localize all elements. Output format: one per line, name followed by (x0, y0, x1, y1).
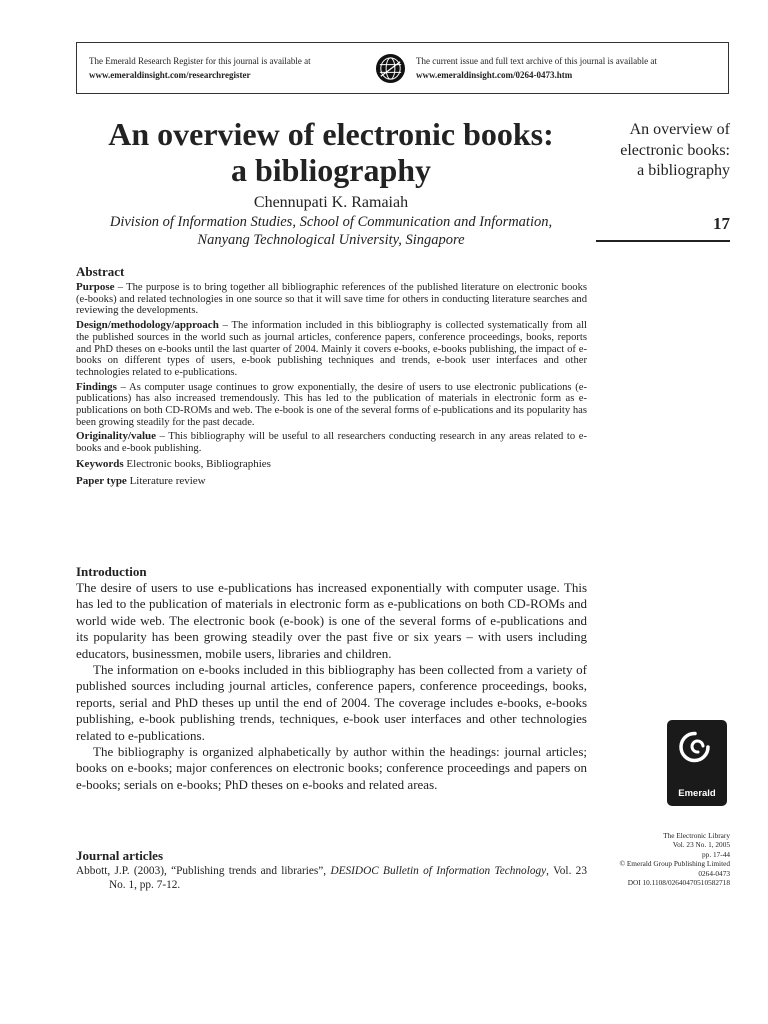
findings-text: – As computer usage continues to grow exponentially, the desire of users to use electronic publications (e-publications) has also increased tremendously. This has led to the publication of materials in electronic form as e-publications on both CD-ROMs and web. The e-book is one of the several forms of e-publications and its popularity has been growing steadily for the past decade. (76, 381, 587, 428)
journal-articles-heading: Journal articles (76, 848, 164, 863)
purpose-text: – The purpose is to bring together all bibliographic references of the published literature on electronic books (e-books) and related technologies in one source so that it will save time for others in conducting literature searches and reviewing the developments. (76, 282, 587, 317)
title-line-1: An overview of electronic books: (108, 116, 554, 152)
journal-volume: Vol. 23 No. 1, 2005 (672, 840, 730, 850)
reference-journal: DESIDOC Bulletin of Information Technology (330, 865, 547, 877)
page-range: pp. 17-44 (702, 849, 730, 859)
introduction-paragraph-1: The desire of users to use e-publications has increased exponentially with computer usage. This has led to the publication of materials in electronic form as e-publications on both CD-ROMs and world wide web. The electronic book (e-book) is one of the several forms of e-publications and its popularity has been growing steadily over the past five or six years – with users including educators, businessmen, mobile users, libraries and children. (76, 580, 587, 661)
design-text: – The information included in this bibliography is collected systematically from all the published sources in the world such as journal articles, conference papers, conference proceedings, books, reports and PhD theses on e-books until the last quarter of 2004. Mainly it covers e-books, e-books publishing, the impact of e-books on different types of users, e-book publishing techniques and trends, e-book user interfaces and other technologies related to e-publications. (76, 320, 587, 378)
abstract-originality (76, 431, 587, 454)
journal-archive-link[interactable]: www.emeraldinsight.com/0264-0473.htm (416, 70, 573, 80)
header-right-text: The current issue and full text archive of this journal is available at (416, 56, 657, 66)
running-title-line-3: a bibliography (637, 162, 730, 179)
header-left (89, 54, 311, 82)
emerald-logo (667, 720, 727, 806)
running-title (596, 120, 730, 182)
introduction-section (76, 564, 587, 793)
reference-authors-title: Abbott, J.P. (2003), “Publishing trends and libraries”, (76, 865, 331, 877)
research-register-header (76, 42, 729, 94)
copyright: © Emerald Group Publishing Limited (619, 859, 730, 869)
research-register-link[interactable]: www.emeraldinsight.com/researchregister (89, 70, 251, 80)
originality-label: Originality/value (76, 430, 157, 443)
findings-label: Findings (76, 380, 117, 393)
publication-info (590, 831, 730, 887)
header-right (416, 54, 657, 82)
journal-articles-section (76, 848, 587, 892)
abstract-heading: Abstract (76, 264, 125, 279)
journal-name: The Electronic Library (663, 831, 730, 840)
abstract-design (76, 320, 587, 379)
article-title (76, 116, 586, 188)
globe-icon (375, 53, 406, 84)
affiliation-line-2: Nanyang Technological University, Singapore (197, 232, 465, 248)
header-left-text: The Emerald Research Register for this journal is available at (89, 56, 311, 66)
originality-text: – This bibliography will be useful to all researchers conducting research in any areas related to e-books and e-book publishing. (76, 431, 587, 455)
paper-type-text: Literature review (126, 474, 206, 487)
author-name: Chennupati K. Ramaiah (253, 194, 409, 211)
keywords-label: Keywords (76, 457, 124, 470)
design-label: Design/methodology/approach (76, 319, 219, 332)
issn: 0264-0473 (698, 868, 730, 878)
running-title-line-1: An overview of (629, 121, 730, 138)
emerald-logo-icon (667, 720, 727, 784)
abstract-section (76, 264, 587, 492)
keywords-text: Electronic books, Bibliographies (123, 457, 271, 470)
introduction-heading: Introduction (76, 564, 147, 579)
page-number: 17 (713, 214, 730, 233)
running-title-line-2: electronic books: (620, 141, 730, 159)
reference-volume: , Vol. 23 No. 1, pp. 7-12. (109, 865, 587, 891)
abstract-purpose (76, 282, 587, 317)
author-affiliation (76, 213, 586, 249)
title-line-2: a bibliography (230, 152, 432, 188)
introduction-paragraph-2: The information on e-books included in this bibliography has been collected from a variety of published sources including journal articles, conference papers, conference proceedings, books, reports, serial and PhD theses up until the end of 2004. The coverage includes e-books, e-books publishing, e-book publishing trends, techniques, e-book user interfaces and other technologies related to e-publications. (76, 662, 587, 743)
affiliation-line-1: Division of Information Studies, School of Communication and Information, (109, 214, 553, 230)
purpose-label: Purpose (76, 281, 115, 293)
emerald-logo-text: Emerald (678, 788, 716, 799)
abstract-paper-type (76, 475, 587, 487)
reference-entry (76, 865, 587, 892)
sidebar-divider (596, 240, 730, 242)
abstract-findings (76, 382, 587, 429)
doi: DOI 10.1108/02640470510582718 (627, 878, 730, 888)
abstract-keywords (76, 458, 587, 470)
introduction-paragraph-3: The bibliography is organized alphabetically by author within the headings: journal articles; books on e-books; major conferences on electronic books; conference proceedings and papers on e-books; serials on e-books; PhD theses on e-books and related areas. (76, 744, 587, 792)
paper-type-label: Paper type (76, 474, 127, 487)
